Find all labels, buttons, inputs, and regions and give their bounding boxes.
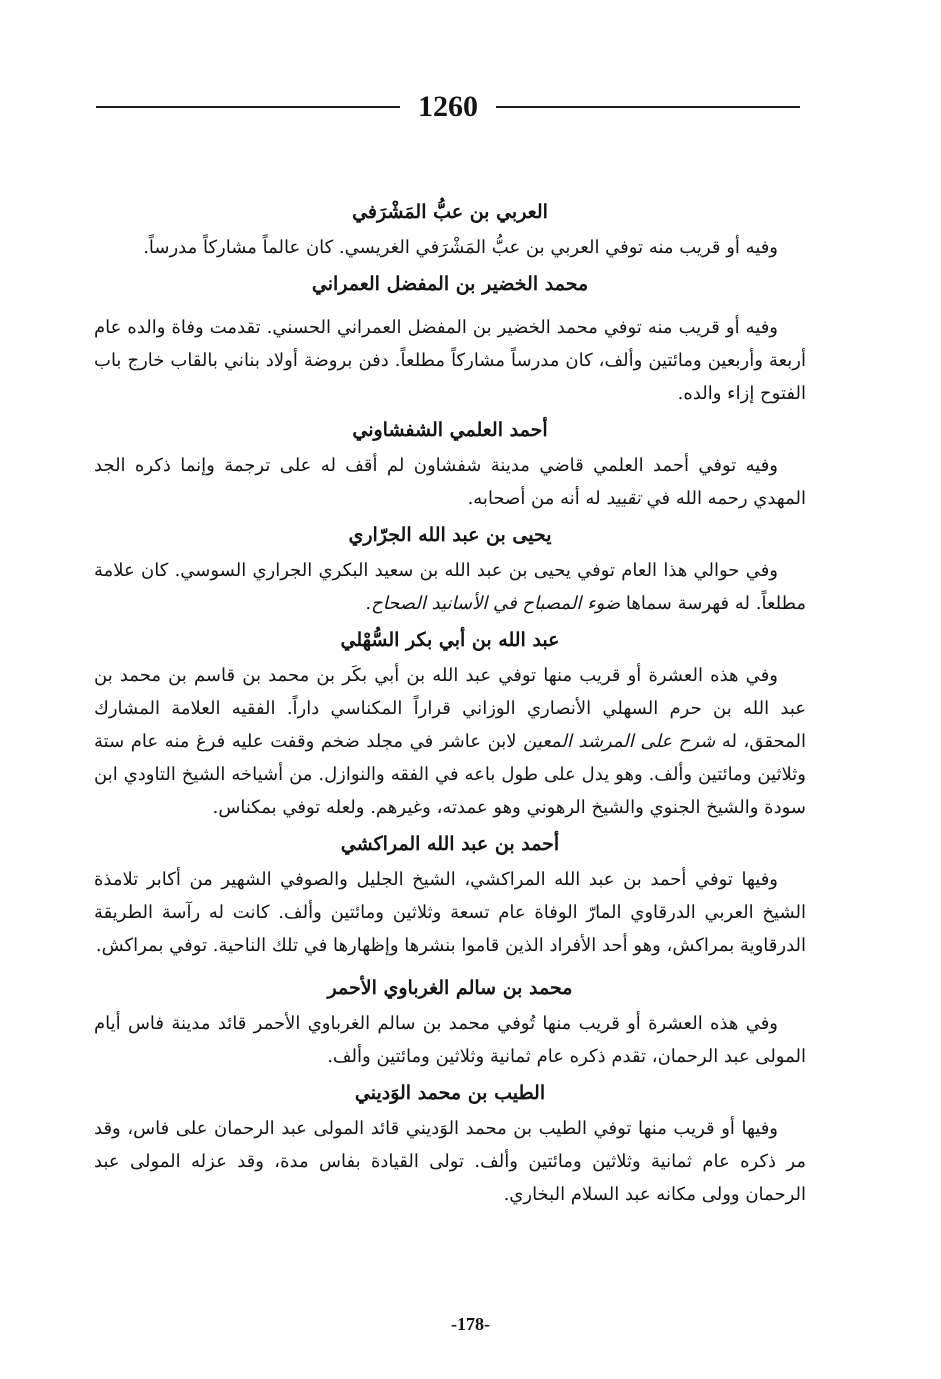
entry-title: محمد الخضير بن المفضل العمراني (311, 273, 589, 295)
entry-title: أحمد العلمي الشفشاوني (352, 419, 548, 441)
page-number: -178- (451, 1314, 490, 1334)
entry-text-part: وفي هذه العشرة أو قريب منها توفي عبد الله بن أبي بكَر بن محمد بن قاسم بن محمد بن عبد الله بن حرم السهلي الأنصاري الوزاني قراراً المكناسي داراً. الفقيه العلامة المشارك المحقق، له (94, 665, 806, 752)
entry-text: وفيه أو قريب منه توفي العربي بن عبُّ المَشْرَفي الغريسي. كان عالماً مشاركاً مدرساً. (143, 237, 778, 258)
entry-text: وفيه أو قريب منه توفي محمد الخضير بن المفضل العمراني الحسني. تقدمت وفاة والده عام أربعة وأربعين ومائتين وألف، كان مدرساً مشاركاً مطلعاً. دفن بروضة أولاد بناني بالقاب خارج باب الفتوح إزاء والده. (94, 317, 806, 404)
entry-text: وفيها أو قريب منها توفي الطيب بن محمد الوَديني قائد المولى عبد الرحمان على فاس، وقد مر ذكره عام ثمانية وثلاثين ومائتين وألف. تولى القيادة بفاس مدة، وقد عزله المولى عبد الرحمان وولى مكانه عبد السلام البخاري. (94, 1118, 806, 1205)
biography-list (94, 196, 806, 1211)
entry-title: محمد بن سالم الغرباوي الأحمر (327, 977, 573, 999)
entry-title: العربي بن عبُّ المَشْرَفي (352, 201, 548, 223)
entry-text: وفيها توفي أحمد بن عبد الله المراكشي، الشيخ الجليل والصوفي الشهير من أكابر تلامذة الشيخ العربي الدرقاوي المارّ الوفاة عام تسعة وثلاثين ومائتين وألف. كانت له رآسة الطريقة الدرقاوية بمراكش، وهو أحد الأفراد الذين قاموا بنشرها وإظهارها في تلك الناحية. توفي بمراكش. (94, 869, 806, 956)
book-title: شرح على المرشد المعين (523, 731, 716, 752)
entry-text: وفي هذه العشرة أو قريب منها تُوفي محمد بن سالم الغرباوي الأحمر قائد مدينة فاس أيام المولى عبد الرحمان، تقدم ذكره عام ثمانية وثلاثين ومائتين وألف. (94, 1013, 806, 1067)
entry-text-part: له أنه من أصحابه. (467, 488, 607, 509)
entry-text (94, 554, 806, 620)
year-header (96, 84, 800, 130)
entry-text (94, 659, 806, 824)
entry-title: يحيى بن عبد الله الجرّاري (348, 524, 552, 546)
entry-title: عبد الله بن أبي بكر السُّهْلي (340, 629, 560, 651)
entry-text (94, 449, 806, 515)
book-title: تقييد (606, 488, 641, 509)
entry-title: الطيب بن محمد الوَديني (354, 1082, 546, 1104)
entry-text-part: لابن عاشر في مجلد ضخم وقفت عليه فرغ منه عام ستة وثلاثين ومائتين وألف. وهو يدل على طول باعه في الفقه والنوازل. من أشياخه الشيخ التاودي ابن سودة والشيخ الجنوي والشيخ الرهوني وهو عمدته، وغيرهم. ولعله توفي بمكناس. (94, 731, 806, 818)
year-heading: 1260 (418, 90, 478, 123)
entry-text-part: وفي حوالي هذا العام توفي يحيى بن عبد الله بن سعيد البكري الجراري السوسي. كان علامة مطلعاً. له فهرسة سماها (94, 560, 806, 614)
entry-text-part: . (365, 593, 372, 614)
header-rule-right (496, 106, 800, 108)
entry-text-part: وفيه توفي أحمد العلمي قاضي مدينة شفشاون لم أقف له على ترجمة وإنما ذكره الجد المهدي رحمه الله في (94, 455, 806, 509)
entry-title: أحمد بن عبد الله المراكشي (340, 833, 560, 855)
book-title: ضوء المصباح في الأسانيد الصحاح (371, 593, 621, 614)
header-rule-left (96, 106, 400, 108)
